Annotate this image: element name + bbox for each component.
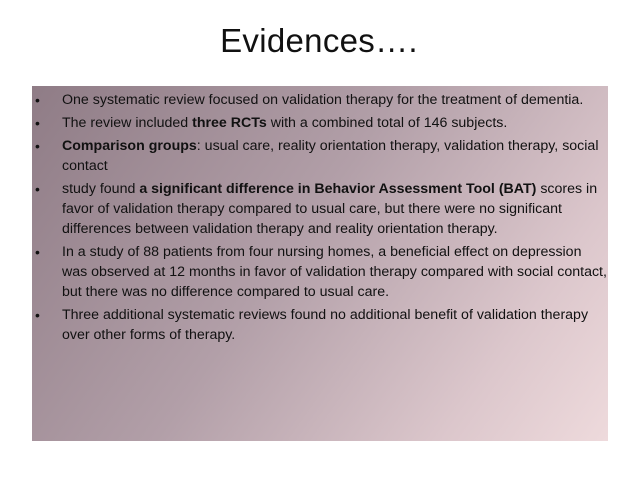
bullet-icon: • bbox=[35, 138, 40, 154]
bullet-item bbox=[28, 179, 608, 239]
bullet-icon: • bbox=[35, 92, 40, 108]
bullet-text: Three additional systematic reviews found no additional benefit of validation therapy over other forms of therapy. bbox=[62, 307, 589, 343]
bullet-text: : usual care, reality orientation therapy, validation therapy, social contact bbox=[62, 138, 599, 174]
slide-title: Evidences…. bbox=[220, 22, 418, 59]
bullet-item bbox=[28, 305, 608, 345]
bullet-text: scores in favor of validation therapy compared to usual care, but there were no significant differences between validation therapy and reality orientation therapy. bbox=[62, 181, 598, 237]
bullet-icon: • bbox=[35, 244, 40, 260]
bullet-icon: • bbox=[35, 307, 40, 323]
bullet-icon: • bbox=[35, 115, 40, 131]
bullet-item bbox=[28, 113, 608, 133]
bullet-text: with a combined total of 146 subjects. bbox=[266, 115, 508, 131]
bullet-text: One systematic review focused on validation therapy for the treatment of dementia. bbox=[62, 92, 584, 108]
bullet-icon: • bbox=[35, 181, 40, 197]
bullet-list bbox=[28, 90, 608, 348]
bullet-text-bold: Comparison groups bbox=[62, 138, 197, 154]
bullet-item bbox=[28, 136, 608, 176]
bullet-text: study found bbox=[62, 181, 140, 197]
bullet-item bbox=[28, 242, 608, 302]
bullet-text: In a study of 88 patients from four nursing homes, a beneficial effect on depression was observed at 12 months in favor of validation therapy compared with social contact, but there was no difference compared to usual care. bbox=[62, 244, 607, 300]
bullet-text: The review included bbox=[62, 115, 193, 131]
bullet-text-bold: three RCTs bbox=[192, 115, 267, 131]
bullet-item bbox=[28, 90, 608, 110]
bullet-text-bold: a significant difference in Behavior Assessment Tool (BAT) bbox=[139, 181, 537, 197]
